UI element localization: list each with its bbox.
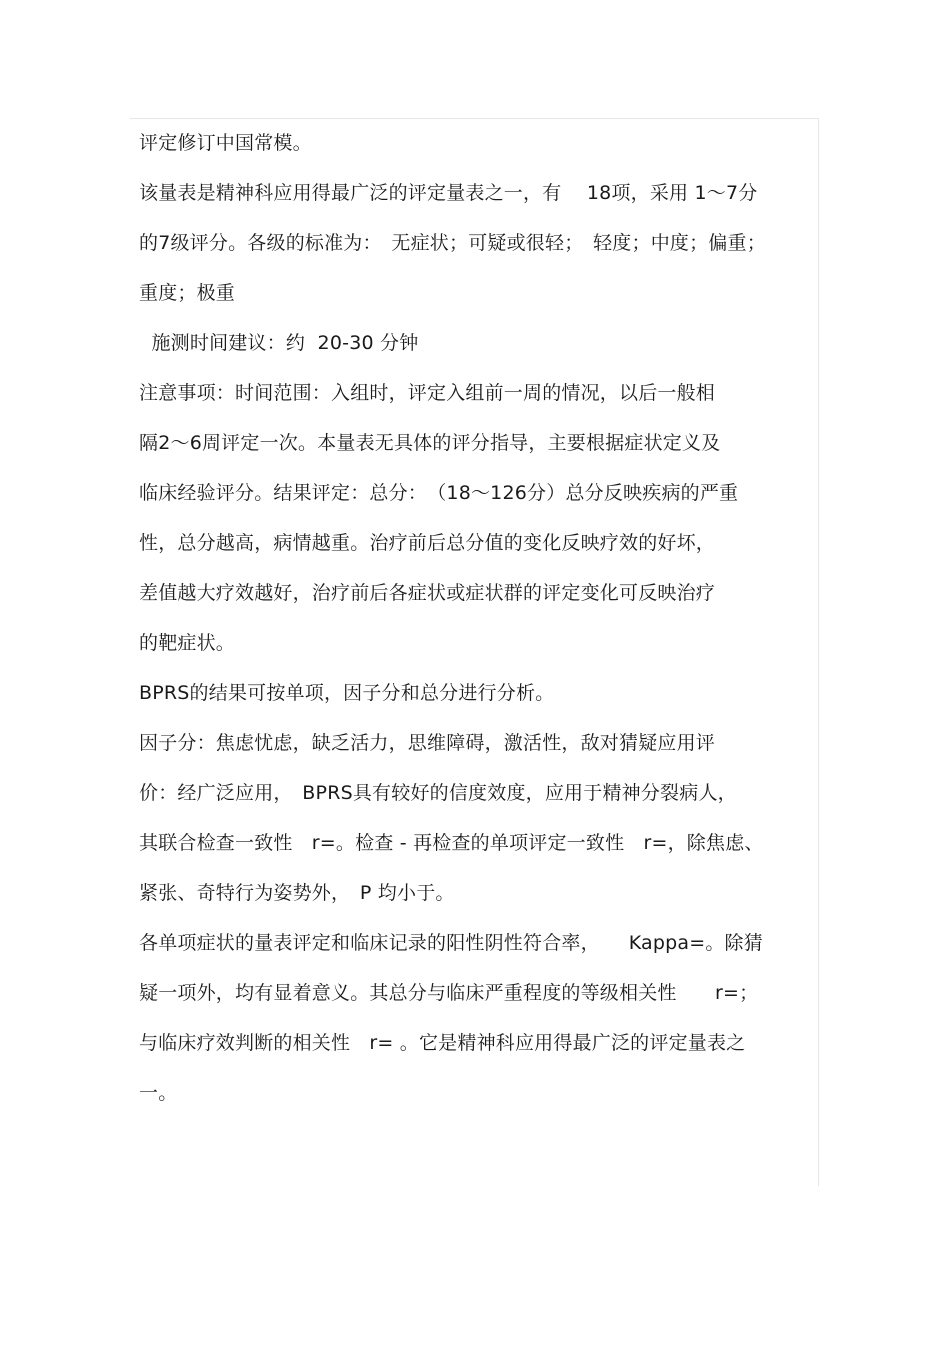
text-line: 差值越大疗效越好，治疗前后各症状或症状群的评定变化可反映治疗 bbox=[139, 582, 716, 604]
text-line: 临床经验评分。结果评定：总分： （18～126分）总分反映疾病的严重 bbox=[139, 482, 739, 504]
text-line: BPRS的结果可按单项，因子分和总分进行分析。 bbox=[139, 682, 555, 704]
text-line: 价：经广泛应用， BPRS具有较好的信度效度，应用于精神分裂病人， bbox=[139, 782, 737, 804]
text-line: 的7级评分。各级的标准为： 无症状；可疑或很轻； 轻度；中度；偏重； bbox=[139, 232, 766, 254]
text-line: 重度；极重 bbox=[139, 282, 236, 304]
text-line: 疑一项外，均有显着意义。其总分与临床严重程度的等级相关性 r=； bbox=[139, 982, 759, 1004]
text-line: 其联合检查一致性 r=。检查 - 再检查的单项评定一致性 r=，除焦虑、 bbox=[139, 832, 764, 854]
text-line: 紧张、奇特行为姿势外， P 均小于。 bbox=[139, 882, 455, 904]
text-line: 一。 bbox=[139, 1082, 178, 1104]
text-line: 各单项症状的量表评定和临床记录的阳性阴性符合率， Kappa=。除猜 bbox=[139, 932, 763, 954]
text-line: 性，总分越高，病情越重。治疗前后总分值的变化反映疗效的好坏， bbox=[139, 532, 716, 554]
text-line: 因子分：焦虑忧虑，缺乏活力，思维障碍，激活性，敌对猜疑应用评 bbox=[139, 732, 716, 754]
text-line: 的靶症状。 bbox=[139, 632, 236, 654]
text-line: 隔2～6周评定一次。本量表无具体的评分指导，主要根据症状定义及 bbox=[139, 432, 721, 454]
text-line: 施测时间建议：约 20-30 分钟 bbox=[139, 332, 419, 354]
text-line: 注意事项：时间范围：入组时，评定入组前一周的情况，以后一般相 bbox=[139, 382, 716, 404]
text-line: 与临床疗效判断的相关性 r= 。它是精神科应用得最广泛的评定量表之 bbox=[139, 1032, 746, 1054]
text-line: 评定修订中国常模。 bbox=[139, 132, 312, 154]
text-line: 该量表是精神科应用得最广泛的评定量表之一，有 18项，采用 1～7分 bbox=[139, 182, 758, 204]
document-body bbox=[139, 118, 819, 1118]
